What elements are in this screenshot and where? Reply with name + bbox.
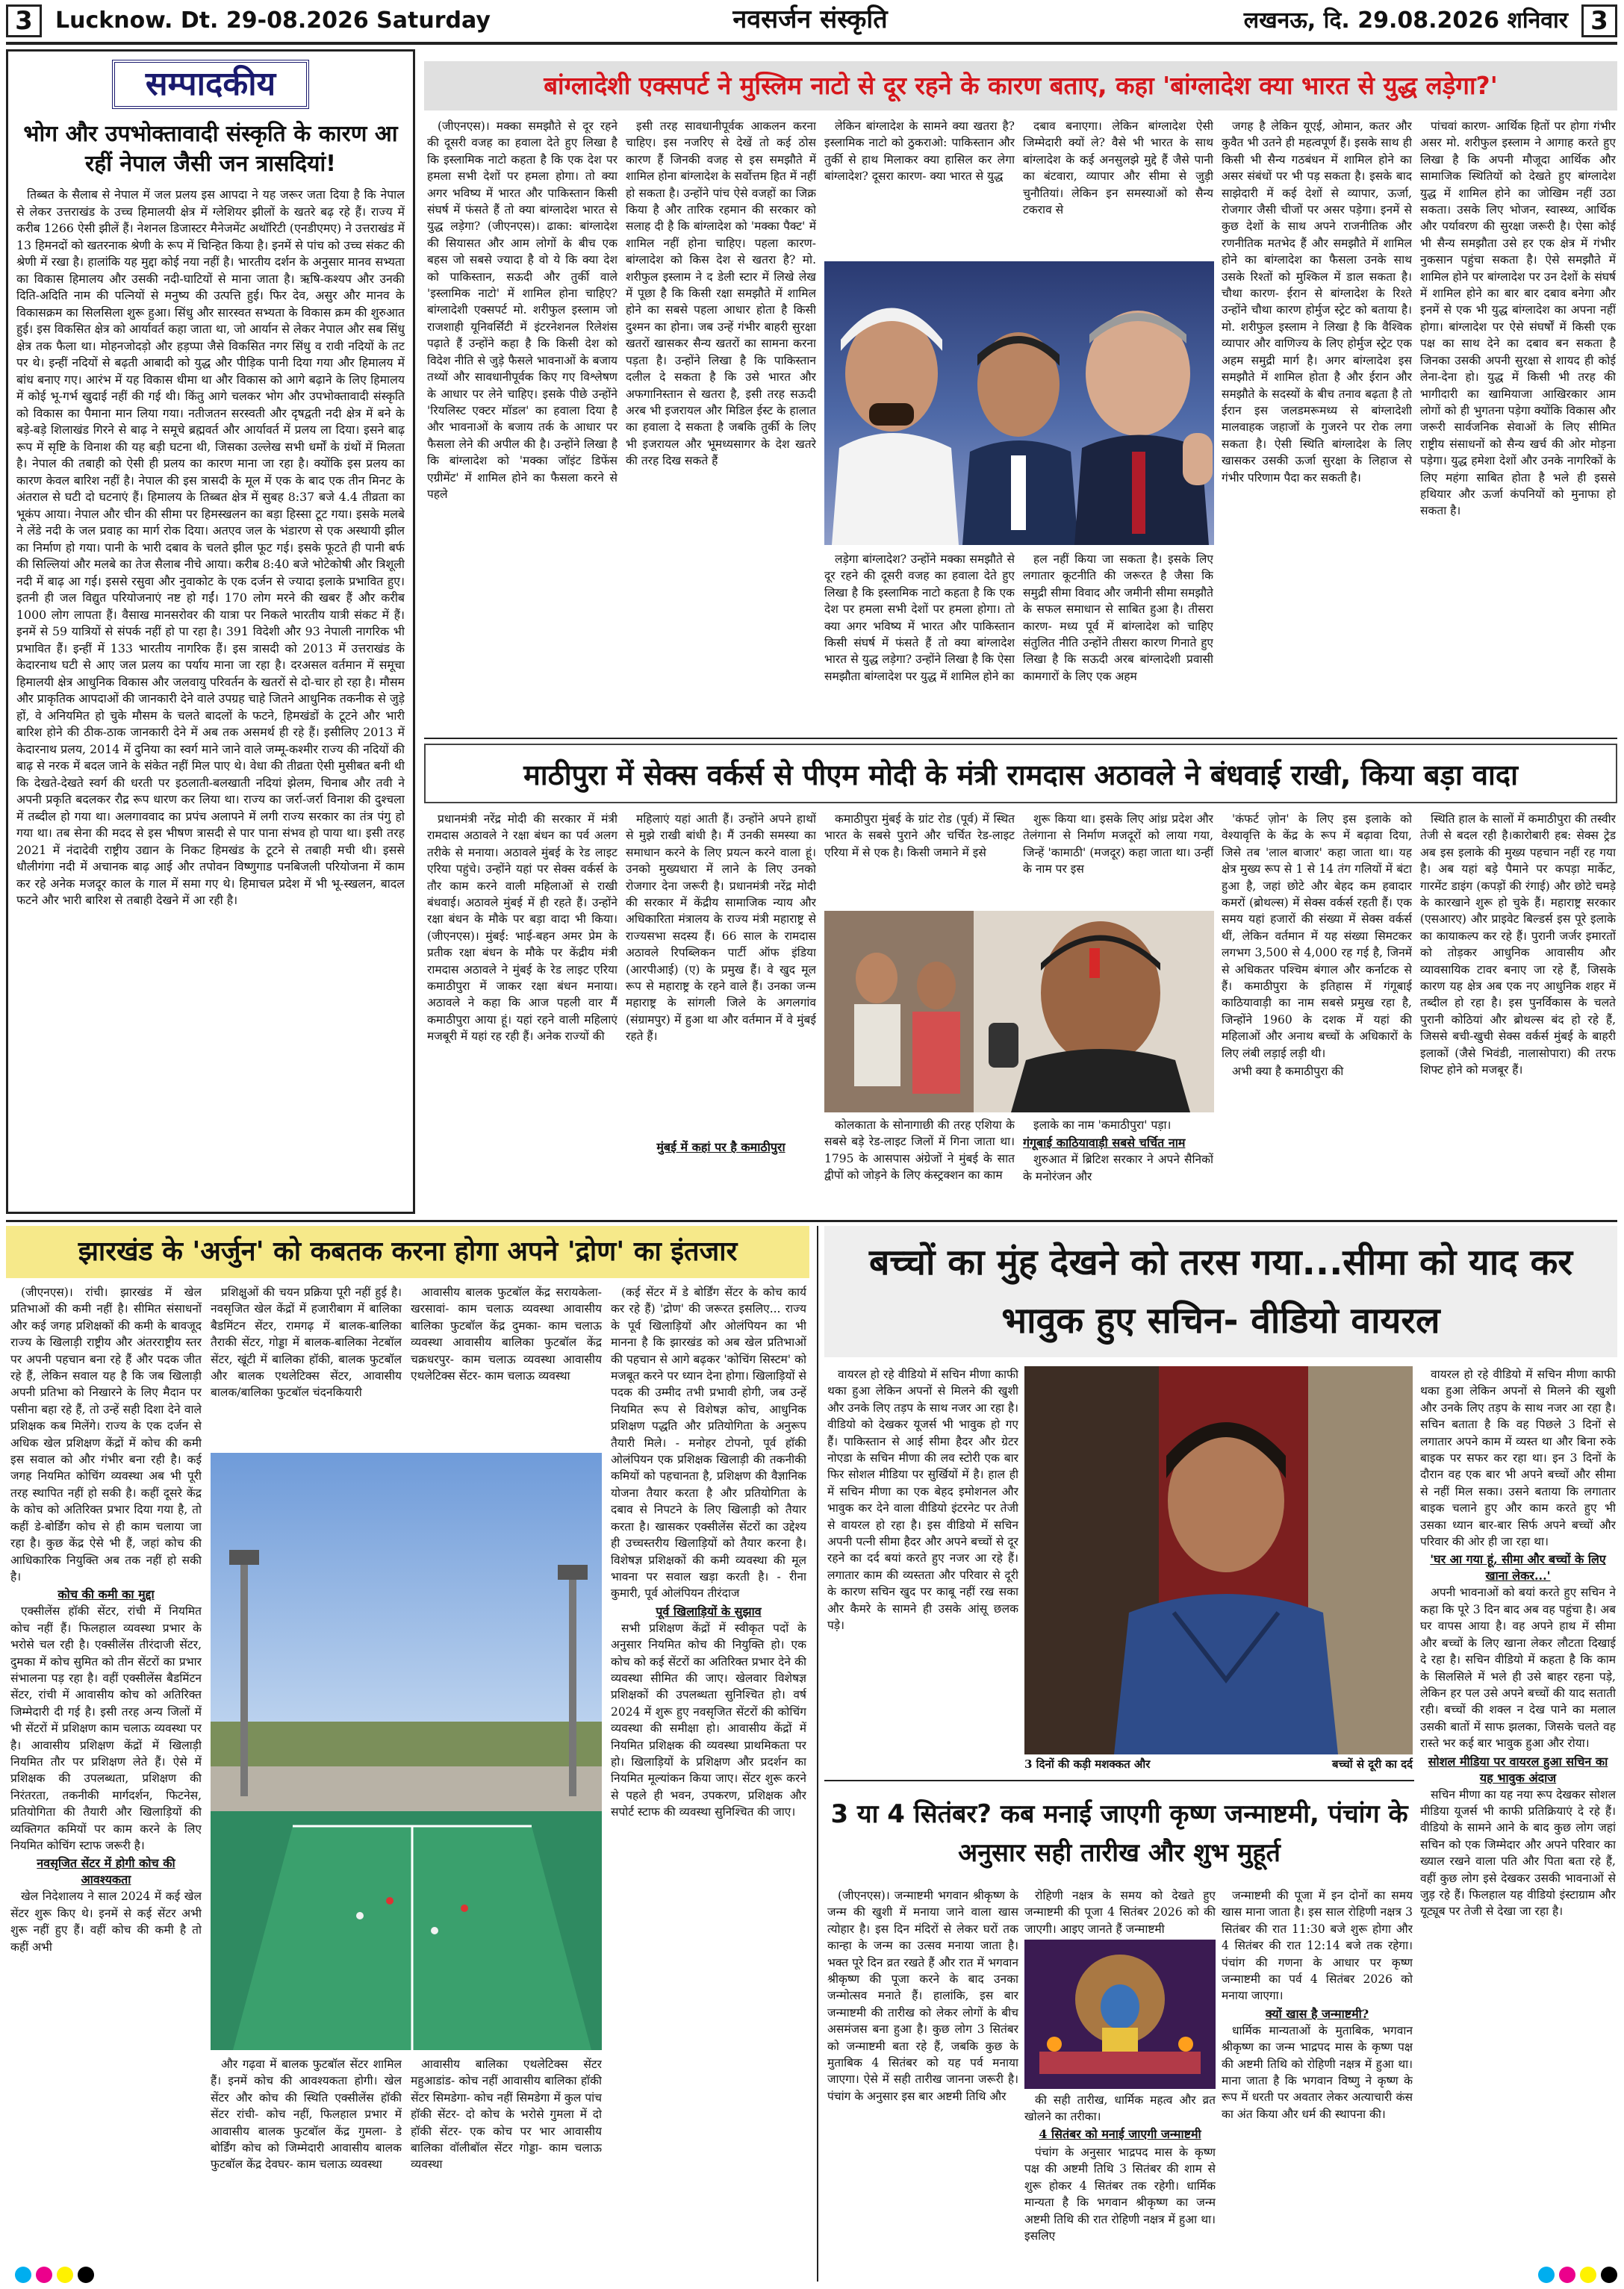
photo-illustration	[1024, 1366, 1413, 1754]
registration-dots-right	[1538, 2267, 1622, 2286]
athawale-under-photo-1: कोलकाता के सोनागाछी की तरह एशिया के सबसे बड़े रेड-लाइट जिलों में गिना जाता था। 1795 के आसपास अंग्रेजों ने मुंबई के सात द्वीपों को जोड़ने के लिए कंस्ट्रक्शन का काम	[824, 1118, 1015, 1183]
bangladesh-col-1: (जीएनएस)। मक्का समझौते से दूर रहने की दूसरी वजह का हवाला देते हुए लिखा है कि इस्लामिक नाटो कहता है कि एक देश पर हमला सभी देशों पर हमला होगा। तो क्या अगर भविष्य में भारत और पाकिस्तान किसी संघर्ष में फंसते हैं तो क्या बांग्लादेश भारत से युद्ध लड़ेगा? (जीएनएस)। ढाका: बांग्लादेश की सियासत और आम लोगों के बीच एक बहस जो सबसे ज्यादा है वो ये कि क्या देश को पाकिस्तान, सऊदी और तुर्की वाले 'इस्लामिक नाटो' में शामिल होना चाहिए? बांग्लादेशी एक्सपर्ट मो. शरीफुल इस्लाम जो राजशाही यूनिवर्सिटी में इंटरनेशनल रिलेशंस पढ़ाते हैं उन्होंने कहा है कि किसी देश को विदेश नीति से जुड़े फैसले भावनाओं के बजाय तथ्यों और सावधानीपूर्वक किए गए विश्लेषण के आधार पर लेने चाहिए। इसके पीछे उन्होंने 'रियलिस्ट एक्टर मॉडल' का हवाला दिया है और भावनाओं के बजाय तर्क के आधार पर फैसला लेने की अपील की है। उन्होंने लिखा है कि बांग्लादेश को 'मक्का जॉइंट डिफेंस एग्रीमेंट' में शामिल होने का फैसला करने से पहले	[427, 119, 617, 501]
bangladesh-lower-col-1: लड़ेगा बांग्लादेश? उन्होंने मक्का समझौते से दूर रहने की दूसरी वजह का हवाला देते हुए लिखा है कि इस्लामिक नाटो कहता है कि एक देश पर हमला सभी देशों पर हमला होगा। तो क्या अगर भविष्य में भारत और पाकिस्तान किसी संघर्ष में फंसते हैं तो क्या बांग्लादेश भारत से युद्ध लड़ेगा? उन्होंने लिखा है कि ऐसा समझौता बांग्लादेश पर युद्ध में शामिल होने का	[824, 552, 1015, 683]
janmashtami-subhead-why-special: क्यों खास है जन्माष्टमी?	[1265, 2006, 1369, 2021]
page-number-left: 3	[6, 4, 42, 37]
sachin-col-1: वायरल हो रहे वीडियो में सचिन मीणा काफी थका हुआ लेकिन अपनों से मिलने की खुशी और उनके लिए तड़प के साथ नजर आ रहा है। वीडियो को देखकर यूजर्स भी भावुक हो गए हैं। पाकिस्तान से आई सीमा हैदर और ग्रेटर नोएडा के सचिन मीणा की लव स्टोरी एक बार फिर सोशल मीडिया पर सुर्खियों में है। हाल ही में सचिन मीणा का एक बेहद इमोशनल और भावुक कर देने वाला वीडियो इंटरनेट पर तेजी से वायरल हो रहा है। इस वीडियो में सचिन अपनी पत्नी सीमा हैदर और अपने बच्चों से दूर रहने का दर्द बयां करते हुए नजर आ रहे हैं। लगातार काम की व्यस्तता और परिवार से दूरी के कारण सचिन खुद पर काबू नहीं रख सका और कैमरे के सामने ही उसके आंसू छलक पड़े।	[827, 1368, 1018, 1633]
sachin-headline: बच्चों का मुंह देखने को तरस गया...सीमा को याद कर भावुक हुए सचिन- वीडियो वायरल	[824, 1226, 1617, 1357]
sachin-caption-left: 3 दिनों की कड़ी मशक्कत और	[1024, 1757, 1151, 1771]
photo-illustration	[211, 1453, 602, 2050]
janmashtami-col-2-top: रोहिणी नक्षत्र के समय को देखते हुए जन्माष्टमी की पूजा 4 सितंबर 2026 को की जाएगी। आइए जानते हैं जन्माष्टमी	[1024, 1889, 1216, 1936]
janmashtami-subhead-sept4: 4 सितंबर को मनाई जाएगी जन्माष्टमी	[1039, 2127, 1201, 2141]
athawale-headline: माठीपुरा में सेक्स वर्कर्स से पीएम मोदी के मंत्री रामदास अठावले ने बंधवाई राखी, किया बड़ा वादा	[424, 744, 1617, 803]
jharkhand-col-1: (जीएनएस)। रांची। झारखंड में खेल प्रतिभाओं की कमी नहीं है। सीमित संसाधनों और कई जगह प्रशिक्षकों की कमी के बावजूद राज्य के खिलाड़ी राष्ट्रीय और अंतरराष्ट्रीय स्तर पर अपनी पहचान बना रहे हैं और पदक जीत रहे हैं, लेकिन सवाल यह है कि जब खिलाड़ी अपनी प्रतिभा को निखारने के लिए मैदान पर पसीना बहा रहे हैं, तो उन्हें सही दिशा देने वाले प्रशिक्षक कब मिलेंगे। राज्य के एक दर्जन से अधिक खेल प्रशिक्षण केंद्रों में कोच की कमी इस सवाल को और गंभीर बना रही है। कई जगह नियमित कोचिंग व्यवस्था अब भी पूरी तरह स्थापित नहीं हो सकी है। कहीं दूसरे केंद्र के कोच को अतिरिक्त प्रभार दिया गया है, तो कहीं डे-बोर्डिंग कोच से ही काम चलाया जा रहा है। कुछ केंद्र ऐसे भी हैं, जहां कोच की आधिकारिक नियुक्ति अब तक नहीं हो सकी है। कोच की कमी का मुद्दा एक्सीलेंस हॉकी सेंटर, रांची में नियमित कोच नहीं हैं। फिलहाल व्यवस्था प्रभार के भरोसे चल रही है। एक्सीलेंस तीरंदाजी सेंटर, दुमका में कोच सुमित को तीन सेंटरों का प्रभार संभालना पड़ रहा है। वहीं एक्सीलेंस बैडमिंटन सेंटर, रांची में आवासीय कोच को अतिरिक्त जिम्मेदारी दी गई है। इसी तरह अन्य जिलों में भी सेंटरों में प्रशिक्षण काम चलाऊ व्यवस्था पर है। आवासीय प्रशिक्षण केंद्रों में खिलाड़ी नियमित तौर पर प्रशिक्षण लेते हैं। ऐसे में प्रशिक्षक की उपलब्धता, प्रशिक्षण की निरंतरता, तकनीकी मार्गदर्शन, फिटनेस, प्रतियोगिता की तैयारी और खिलाड़ियों की व्यक्तिगत कमियों पर काम करने के लिए नियमित कोचिंग स्टाफ जरूरी है। नवसृजित सेंटर में होगी कोच की आवश्यकता खेल निदेशालय ने साल 2024 में कई खेल सेंटर शुरू किए थे। इनमें से कई सेंटर अभी शुरू नहीं हुए हैं। वहीं कोच की कमी है तो कहीं अभी	[10, 1286, 202, 1954]
janmashtami-col-2-caption: की सही तारीख, धार्मिक महत्व और व्रत खोलने का तरीका।	[1024, 2093, 1216, 2124]
sachin-subhead-home: 'घर आ गया हूं, सीमा और बच्चों के लिए खाना लेकर...'	[1430, 1552, 1606, 1583]
jharkhand-col-3-bottom: आवासीय बालिका एथलेटिक्स सेंटर महुआडांड- कोच नहीं आवासीय बालिका हॉकी सेंटर सिमडेगा- कोच नहीं सिमडेगा में कुल पांच हॉकी सेंटर- दो कोच के भरोसे गुमला में दो हॉकी सेंटर- एक कोच पर भार आवासीय बालिका वॉलीबॉल सेंटर गोड्डा- काम चलाऊ व्यवस्था	[411, 2058, 602, 2172]
athawale-under-photo-2: इलाके का नाम 'कमाठीपुरा' पड़ा। गंगूबाई काठियावाड़ी सबसे चर्चित नाम शुरुआत में ब्रिटिश सरकार ने अपने सैनिकों के मनोरंजन और	[1023, 1118, 1213, 1183]
jharkhand-subhead-new-centres: नवसृजित सेंटर में होगी कोच की आवश्यकता	[37, 1856, 175, 1887]
athawale-col-1: प्रधानमंत्री नरेंद्र मोदी की सरकार में मंत्री रामदास अठावले ने रक्षा बंधन का पर्व अलग तरीके से मनाया। अठावले मुंबई के रेड लाइट एरिया पहुंचे। उन्होंने यहां पर सेक्स वर्कर्स के तौर काम करने वाली महिलाओं से राखी बंधवाई। अठावले मुंबई में ही रहते हैं। उन्होंने रक्षा बंधन के मौके पर बड़ा वादा भी किया। (जीएनएस)। मुंबई: भाई-बहन अमर प्रेम के प्रतीक रक्षा बंधन के मौके पर केंद्रीय मंत्री रामदास अठावले ने मुंबई के रेड लाइट एरिया कमाठीपुरा में जाकर रक्षा बंधन मनाया। अठावले ने कहा कि आज पहली वार मैं कमाठीपुरा आया हूं। यहां रहने वाली महिलाएं मजबूरी में यहां रह रही हैं। अनेक राज्यों की	[427, 812, 617, 1044]
registration-dots-left	[15, 2267, 99, 2286]
editorial-label: सम्पादकीय	[112, 60, 309, 109]
bangladesh-lower-col-2: हल नहीं किया जा सकता है। इसके लिए लगातार कूटनीति की जरूरत है जैसा कि समुद्री सीमा विवाद और जमीनी सीमा समझौते के सफल समाधान से साबित हुआ है। तीसरा कारण- मध्य पूर्व में बांग्लादेश को चाहिए संतुलित नीति उन्होंने तीसरा कारण गिनाते हुए लिखा है कि सऊदी अरब बांग्लादेशी प्रवासी कामगारों के लिए एक अहम	[1023, 552, 1213, 683]
jharkhand-hockey-stadium-photo	[211, 1453, 602, 2050]
masthead-date-hindi: लखनऊ, दि. 29.08.2026 शनिवार	[1243, 7, 1568, 34]
athawale-col-4: शुरू किया था। इसके लिए आंध्र प्रदेश और तेलंगाना से निर्माण मजदूरों को लाया गया, जिन्हें 'कामाठी' (मजदूर) कहा जाता था। उन्हीं के नाम पर इस	[1023, 812, 1213, 876]
sachin-caption-right: बच्चों से दूरी का दर्द	[1332, 1757, 1413, 1771]
bangladesh-col-3-top: लेकिन बांग्लादेश के सामने क्या खतरा है? इस्लामिक नाटो को ठुकराओ: पाकिस्तान और तुर्की से हाथ मिलाकर क्या हासिल कर लेगा बांग्लादेश? दूसरा कारण- क्या भारत से युद्ध	[824, 119, 1015, 184]
bangladesh-col-4-top: दबाव बनाएगा। लेकिन बांग्लादेश ऐसी जिम्मेदारी क्यों ले? वैसे भी भारत के साथ बांग्लादेश के कई अनसुलझे मुद्दे हैं जैसे पानी का बंटवारा, व्यापार और सीमा से जुड़ी चुनौतियां। लेकिन इन समस्याओं को सैन्य टकराव से	[1023, 119, 1213, 217]
athawale-subhead-kamathipura: मुंबई में कहां पर है कमाठीपुरा	[656, 1140, 785, 1154]
bangladesh-headline: बांग्लादेशी एक्सपर्ट ने मुस्लिम नाटो से दूर रहने के कारण बताए, कहा 'बांग्लादेश क्या भारत से युद्ध लड़ेगा?'	[424, 61, 1617, 110]
athawale-col-6: स्थिति हाल के सालों में कमाठीपुरा की तस्वीर तेजी से बदल रही है।कारोबारी हब: सेक्स ट्रेड अब इस इलाके की मुख्य पहचान नहीं रह गया है। अब यहां बड़े पैमाने पर कपड़ा मार्केट, गारमेंट डाइंग (कपड़ों की रंगाई) और छोटे चमड़े के कारखाने शुरू हो चुके हैं। महाराष्ट्र सरकार (एसआरए) और प्राइवेट बिल्डर्स इस पूरे इलाके का कायाकल्प कर रहे हैं। पुरानी जर्जर इमारतों को तोड़कर आधुनिक आवासीय और व्यावसायिक टावर बनाए जा रहे हैं, जिसके कारण यह क्षेत्र अब एक नए आधुनिक शहर में तब्दील हो रहा है। इस पुनर्विकास के चलते पुरानी कोठियां और ब्रोथल्स बंद हो रहे हैं, जिससे बची-खुची सेक्स वर्कर्स मुंबई के बाहरी इलाकों (जैसे भिवंडी, नालासोपारा) की तरफ शिफ्ट होने को मजबूर हैं।	[1420, 812, 1616, 1077]
jharkhand-col-3-top: आवासीय बालक फुटबॉल केंद्र सरायकेला-खरसावां- काम चलाऊ व्यवस्था आवासीय बालिका फुटबॉल केंद्र दुमका- काम चलाऊ व्यवस्था आवासीय बालिका फुटबॉल केंद्र चक्रधरपुर- काम चलाऊ व्यवस्था आवासीय एथलेटिक्स सेंटर- काम चलाऊ व्यवस्था	[411, 1286, 602, 1383]
photo-illustration	[824, 261, 1214, 545]
page-number-right: 3	[1581, 4, 1617, 37]
janmashtami-col-2-bottom: पंचांग के अनुसार भाद्रपद मास के कृष्ण पक्ष की अष्टमी तिथि 3 सितंबर की शाम से शुरू होकर 4 सितंबर तक रहेगी। धार्मिक मान्यता है कि भगवान श्रीकृष्ण का जन्म अष्टमी तिथि की रात रोहिणी नक्षत्र में हुआ था। इसलिए	[1024, 2146, 1216, 2243]
janmashtami-col-3: जन्माष्टमी की पूजा में इन दोनों का समय खास माना जाता है। इस साल रोहिणी नक्षत्र 3 सितंबर की रात 11:30 बजे शुरू होगा और 4 सितंबर की रात 12:14 बजे तक रहेगा। पंचांग की गणना के आधार पर कृष्ण जन्माष्टमी का पर्व 4 सितंबर 2026 को मनाया जाएगा। क्यों खास है जन्माष्टमी? धार्मिक मान्यताओं के मुताबिक, भगवान श्रीकृष्ण का जन्म भाद्रपद मास के कृष्ण पक्ष की अष्टमी तिथि को रोहिणी नक्षत्र में हुआ था। माना जाता है कि भगवान विष्णु ने कृष्ण के रूप में धरती पर अवतार लेकर अत्याचारी कंस का अंत किया और धर्म की स्थापना की।	[1222, 1889, 1413, 2121]
sachin-video-still-photo	[1024, 1366, 1413, 1754]
jharkhand-subhead-suggestions: पूर्व खिलाड़ियों के सुझाव	[656, 1604, 762, 1619]
athawale-subhead-gangubai: गंगूबाई काठियावाड़ी सबसे चर्चित नाम	[1023, 1136, 1186, 1150]
athawale-col-5: 'कंफर्ट ज़ोन' के लिए इस इलाके को वेश्यावृत्ति के केंद्र के रूप में बढ़ावा दिया, जिसे तब 'लाल बाजार' कहा जाता था। यह क्षेत्र मुख्य रूप से 1 से 14 तंग गलियों में बंटा हुआ है, जहां छोटे और बेहद कम हवादार कमरों (ब्रोथल्स) में सेक्स वर्कर्स रहती हैं। एक समय यहां हजारों की संख्या में सेक्स वर्कर्स थीं, लेकिन वर्तमान में यह संख्या सिमटकर लगभग 3,500 से 4,000 रह गई है, जिनमें से अधिकतर पश्चिम बंगाल और कर्नाटक से हैं। कमाठीपुरा के इतिहास में गंगूबाई काठियावाड़ी का नाम सबसे प्रमुख रहा है, जिन्होंने 1960 के दशक में यहां की महिलाओं और अनाथ बच्चों के अधिकारों के लिए लंबी लड़ाई लड़ी थी। अभी क्या है कमाठीपुरा की	[1222, 812, 1412, 1079]
bangladesh-leaders-photo	[824, 261, 1214, 545]
janmashtami-headline: 3 या 4 सितंबर? कब मनाई जाएगी कृष्ण जन्माष्टमी, पंचांग के अनुसार सही तारीख और शुभ मुहूर्त	[830, 1799, 1408, 1868]
editorial-body: तिब्बत के सैलाब से नेपाल में जल प्रलय इस आपदा ने यह जरूर जता दिया है कि नेपाल से लेकर उत्तराखंड के उच्च हिमालयी क्षेत्र में ग्लेशियर झीलों के खतरे बढ़ रहे हैं। राज्य में करीब 1266 ऐसी झीलें हैं। नेशनल डिजास्टर मैनेजमेंट अथॉरिटी (एनडीएमए) ने उत्तराखंड में 13 हिमनदों को खतरनाक श्रेणी के रूप में चिन्हित किया है। इनमें से पांच को उच्च संकट की श्रेणी में रखा है। हालांकि यह मुद्दा कोई नया नहीं है। भारतीय दर्शन के अनुसार मानव सभ्यता का विकास हिमालय और उसकी नदी-घाटियों से माना जाता है। ऋषि-कश्यप और उनकी दिति-अदिति नाम की पत्नियों से मनुष्य की उत्पत्ति हुई। फिर देव, असुर और मानव के विकासक्रम का सिलसिला शुरू हुआ। सिंधु और सारस्वत सभ्यता के विकास क्रम की शुरुआत हुई। इस विकसित क्षेत्र को आर्यावर्त कहा जाता था, जो आर्यान से लेकर नेपाल और सब सिंधु क्षेत्र तक फैला था। मोहनजोदड़ो और हड़प्पा जैसे विकसित नगर सिंधु व रावी नदियों के तट पर थे। इन्हीं नदियों से बढ़ती आबादी को युद्ध और पीड़िक पानी दिया गया और हिमालय में बांध बनाए गए। आरंभ में यह विकास धीमा था और विकास को आगे बढ़ाने के लिए हिमालय में कोई भू-गर्भ खुदाई नहीं की गई थी। किंतु आगे चलकर भोग और उपभोक्तावादी संस्कृति को विकास का पैमाना मान लिया गया। नतीजतन सरस्वती और दृषद्वती नदी क्षेत्र में बने के बड़े-बड़े शिलाखंड गिरने से बाढ़ ने समूचे ब्रह्मवर्त और आर्यावर्त में प्रलय ला दिया। इसने बाढ़ रूप में सृष्टि के विनाश की यह बड़ी घटना थी, जिसका उल्लेख सभी धर्मों के ग्रंथों में मिलता है। नेपाल की तबाही को ऐसी ही प्रलय का कारण माना जा रहा है। क्योंकि इस प्रलय का कारण केवल बारिश नहीं है। नेपाल की इस त्रासदी के मूल में एक के बाद एक तीन मिनट के अंतराल से घटी दो घटनाएं हैं। हिमालय के तिब्बत क्षेत्र में सुबह 8:37 बजे 4.4 तीव्रता का भूकंप आया। नेपाल और चीन की सीमा पर हिमस्खलन का बड़ा हिस्सा टूट गया। इसके मलबे ने लेंडे नदी के जल प्रवाह का मार्ग रोक दिया। अतएव जल के भंडारण से एक अस्थायी झील का निर्माण हो गया। पानी के भारी दबाव के चलते झील फूट गई। इसके फूटते ही पानी बर्फ की सिल्लियां और मलबे का तेज सैलाब नीचे आया। करीब 8:40 बजे भोटेकोषी और त्रिशूली नदी में बाढ़ आ गई। इससे रसुवा और नुवाकोट के एक दर्जन से ज्यादा इलाके प्रभावित हुए। इतनी ही जल विद्युत परियोजनाएं नष्ट हो गईं। 170 लोग मरने की खबर हैं और करीब 1000 लोग लापता हैं। वैसाख मानसरोवर की यात्रा पर निकले भारतीय यात्री संकट में हैं। इनमें से 59 यात्रियों से संपर्क नहीं हो पा रहा है। 391 विदेशी और 93 नेपाली नागरिक भी प्रभावित हैं। इन्हीं में 133 भारतीय नागरिक हैं। इस त्रासदी को 2013 में उत्तराखंड के केदारनाथ घटी से आए जल प्रलय का पर्याय माना जा रहा है। दरअसल वर्तमान में समूचा हिमालयी क्षेत्र आधुनिक विकास और जलवायु परिवर्तन के खतरों से दो-चार हो रहा है। मौसम और प्राकृतिक आपदाओं की जानकारी देने वाले उपग्रह चाहे जितने आधुनिक तकनीक से जुड़े हों, वे अनियमित हो चुके मौसम के चलते बादलों के फटने, हिमखंडों के टूटने और भारी बारिश होने की ठीक-ठाक जानकारी देने में अब तक असमर्थ ही रहे हैं। इसीलिए 2013 में केदारनाथ प्रलय, 2014 में दुनिया का स्वर्ग माने जाने वाले जम्मू-कश्मीर राज्य की नदियों की बाढ़ से नरक में बदल जाने के संकेत नहीं मिल पाए थे। वेधा की तीव्रता ऐसी मुसीबत बनी थी कि देखते-देखते स्वर्ग की धरती पर इठलाती-बलखाती नदियां झेलम, चिनाब और तवी ने अपनी प्रकृति बदलकर रौद्र रूप धारण कर लिया था। राज्य का जर्रा-जर्रा विनाश की दुश्चला में तब्दील हो गया था। अलगाववाद का प्रपंच अलापने में लगी राज्य सरकार का तंत्र पंगु हो गया था। तब सेना की मदद से इस भीषण त्रासदी से पार पाना संभव हो पाया था। इसी तरह 2021 में नंदादेवी राष्ट्रीय उद्यान के निकट हिमखंड के टूटने से तबाही मची थी। इससे धौलीगंगा नदी में अचानक बाढ़ आई और तपोवन विष्णुगाड पनबिजली परियोजना में काम कर रहे अनेक मजदूर काल के गाल में समा गए थे। हिमाचल प्रदेश में भी भू-स्खलन, बादल फटने और भारी बारिश से तबाही देखने में आ रही है।	[16, 187, 405, 907]
janmashtami-krishna-photo	[1024, 1940, 1216, 2089]
sachin-subhead-social-media: सोशल मीडिया पर वायरल हुआ सचिन का यह भावुक अंदाज	[1428, 1754, 1608, 1785]
section-divider	[824, 1780, 1414, 1781]
athawale-col-3: कमाठीपुरा मुंबई के ग्रांट रोड (पूर्व) में स्थित भारत के सबसे पुराने और चर्चित रेड-लाइट एरिया में से एक है। किसी जमाने में इसे	[824, 812, 1015, 859]
section-divider	[424, 738, 1617, 739]
bangladesh-col-5: जगह है लेकिन यूएई, ओमान, कतर और कुवैत भी उतने ही महत्वपूर्ण हैं। इसके साथ ही किसी भी सैन्य गठबंधन में शामिल होने का असर संबंधों पर भी पड़ सकता है। इसके बाद साझेदारी में कई देशों से व्यापार, ऊर्जा, रोजगार जैसी चीजों पर असर पड़ेगा। इनमें से कुछ देशों के साथ अपने राजनीतिक और रणनीतिक मतभेद हैं और समझौते में शामिल होने का बांग्लादेश का फैसला उनके साथ उसके रिश्तों को मुश्किल में डाल सकता है। चौथा कारण- ईरान से बांग्लादेश के रिश्ते उन्होंने चौथा कारण होर्मुज स्ट्रेट को बताया है। मो. शरीफुल इस्लाम ने लिखा है कि वैश्विक व्यापार और वाणिज्य के लिए होर्मुज स्ट्रेट एक अहम समुद्री मार्ग है। अगर बांग्लादेश इस समझौते में शामिल होता है और ईरान और समझौते के सदस्यों के बीच तनाव बढ़ता है तो ईरान इस जलडमरूमध्य से बांग्लादेशी मालवाहक जहाजों के गुजरने पर रोक लगा सकता है। ऐसी स्थिति बांग्लादेश के लिए खासकर उसकी ऊर्जा सुरक्षा के लिहाज से गंभीर परिणाम पैदा कर सकती है।	[1222, 119, 1412, 485]
masthead-rule	[6, 42, 1617, 45]
bangladesh-col-2: इसी तरह सावधानीपूर्वक आकलन करना चाहिए। इस नजरिए से देखें तो कई ठोस कारण हैं जिनकी वजह से इस समझौते में शामिल होना बांग्लादेश के सर्वोत्तम हित में नहीं हो सकता है। उन्होंने पांच ऐसे वजहों का जिक्र किया है और तारिक रहमान की सरकार को सलाह दी है कि बांग्लादेश को 'मक्का पैक्ट' में शामिल नहीं होना चाहिए। पहला कारण- बांग्लादेश को किस देश से खतरा है? मो. शरीफुल इस्लाम ने द डेली स्टार में लिखे लेख में पूछा है कि किसी रक्षा समझौते में शामिल होने का सबसे पहला आधार होता है किसी दुश्मन का होना। जब उन्हें गंभीर बाहरी सुरक्षा खतरों खासकर सैन्य खतरों का सामना करना पड़ता है। उन्होंने लिखा है कि पाकिस्तान दलील दे सकता है कि उसे भारत और अफगानिस्तान से खतरा है, इसी तरह सऊदी अरब भी इजरायल और मिडिल ईस्ट के हालात का हवाला दे सकता है जबकि तुर्की के लिए भी इजरायल और भूमध्यसागर के देश खतरे की तरह दिख सकते हैं	[626, 119, 816, 468]
janmashtami-col-1: (जीएनएस)। जन्माष्टमी भगवान श्रीकृष्ण के जन्म की खुशी में मनाया जाने वाला खास त्योहार है। इस दिन मंदिरों से लेकर घरों तक कान्हा के जन्म का उत्सव मनाया जाता है। भक्त पूरे दिन व्रत रखते हैं और रात में भगवान श्रीकृष्ण की पूजा करने के बाद उनका जन्मोत्सव मनाते हैं। हालांकि, इस बार जन्माष्टमी की तारीख को लेकर लोगों के बीच असमंजस बना हुआ है। कुछ लोग 3 सितंबर को जन्माष्टमी बता रहे हैं, जबकि कुछ के मुताबिक 4 सितंबर को यह पर्व मनाया जाएगा। ऐसे में सही तारीख जानना जरूरी है। पंचांग के अनुसार इस बार अष्टमी तिथि और	[827, 1889, 1018, 2103]
column-divider	[817, 1226, 818, 2282]
jharkhand-col-4: (कई सेंटर में डे बोर्डिंग सेंटर के कोच कार्य कर रहे हैं) 'द्रोण' की जरूरत इसलिए... राज्य के पूर्व खिलाड़ियों और ओलंपियन का भी मानना है कि झारखंड को अब खेल प्रतिभाओं की पहचान से आगे बढ़कर 'कोचिंग सिस्टम' को मजबूत करने पर ध्यान देना होगा। खिलाड़ियों से पदक की उम्मीद तभी प्रभावी होगी, जब उन्हें नियमित रूप से विशेषज्ञ कोच, आधुनिक प्रशिक्षण पद्धति और प्रतियोगिता के अनुरूप तैयारी मिले। - मनोहर टोपनो, पूर्व हॉकी ओलंपियन एक प्रशिक्षक खिलाड़ी की तकनीकी कमियों को पहचानता है, प्रशिक्षण की वैज्ञानिक योजना तैयार करता है और प्रतियोगिता के दबाव से निपटने के लिए खिलाड़ी को तैयार करता है। खासकर एक्सीलेंस सेंटरों का उद्देश्य ही उच्चस्तरीय खिलाड़ियों को तैयार करना है। विशेषज्ञ प्रशिक्षकों की कमी व्यवस्था की मूल भावना पर सवाल खड़ा करती है। - रीना कुमारी, पूर्व ओलंपियन तीरंदाज पूर्व खिलाड़ियों के सुझाव सभी प्रशिक्षण केंद्रों में स्वीकृत पदों के अनुसार नियमित कोच की नियुक्ति हो। एक कोच को कई सेंटरों का अतिरिक्त प्रभार देने की व्यवस्था सीमित की जाए। खेलवार विशेषज्ञ प्रशिक्षकों की उपलब्धता सुनिश्चित हो। वर्ष 2024 में शुरू हुए नवसृजित सेंटरों की कोचिंग व्यवस्था की समीक्षा हो। आवासीय केंद्रों में नियमित प्रशिक्षक की व्यवस्था प्राथमिकता पर हो। खिलाड़ियों के प्रशिक्षण और प्रदर्शन का नियमित मूल्यांकन किया जाए। सेंटर शुरू करने से पहले ही भवन, उपकरण, प्रशिक्षक और सपोर्ट स्टाफ की व्यवस्था सुनिश्चित की जाए।	[611, 1286, 806, 1819]
photo-illustration	[824, 911, 1214, 1112]
sachin-col-3: वायरल हो रहे वीडियो में सचिन मीणा काफी थका हुआ लेकिन अपनों से मिलने की खुशी और उनके लिए तड़प के साथ नजर आ रहा है। सचिन बताता है कि वह पिछले 3 दिनों से लगातार अपने काम में व्यस्त था और बिना रुके बाइक पर सफर कर रहा था। इन 3 दिनों के दौरान वह एक बार भी अपने बच्चों और सीमा से नहीं मिल सका। उसने बताया कि लगातार बाइक चलाने हुए और काम करते हुए भी उसका ध्यान बार-बार सिर्फ अपने बच्चों और परिवार की ओर ही जा रहा था। 'घर आ गया हूं, सीमा और बच्चों के लिए खाना लेकर...' अपनी भावनाओं को बयां करते हुए सचिन ने कहा कि पूरे 3 दिन बाद अब वह पहुंचा है। अब घर वापस आया है। वह अपने हाथ में सीमा और बच्चों के लिए खाना लेकर लौटता दिखाई दे रहा है। सचिन वीडियो में कहता है कि काम के सिलसिले में भले ही उसे बाहर रहना पड़े, लेकिन हर पल उसे अपने बच्चों की याद सताती रही। बच्चों की शक्ल न देख पाने का मलाल उसकी बातों में साफ झलका, जिसके चलते वह रास्ते भर कई बार भावुक हुआ और रोया। सोशल मीडिया पर वायरल हुआ सचिन का यह भावुक अंदाज सचिन मीणा का यह नया रूप देखकर सोशल मीडिया यूजर्स भी काफी प्रतिक्रियाएं दे रहे हैं। वीडियो के सामने आने के बाद कुछ लोग जहां सचिन को एक जिम्मेदार और अपने परिवार का ख्याल रखने वाला पति और पिता बता रहे हैं, वहीं कुछ लोग इसे देखकर उसकी भावनाओं से जुड़ रहे हैं। फिलहाल यह वीडियो इंस्टाग्राम और यूट्यूब पर तेजी से देखा जा रहा है।	[1420, 1368, 1616, 1919]
masthead-paper-name: नवसर्जन संस्कृति	[732, 4, 888, 34]
section-divider	[6, 1220, 1617, 1222]
editorial-title: भोग और उपभोक्तावादी संस्कृति के कारण आ रहीं नेपाल जैसी जन त्रासदियां!	[23, 121, 398, 177]
jharkhand-subhead-coach-shortage: कोच की कमी का मुद्दा	[57, 1587, 155, 1602]
photo-illustration	[1024, 1940, 1216, 2089]
jharkhand-headline: झारखंड के 'अर्जुन' को कबतक करना होगा अपने 'द्रोण' का इंतजार	[6, 1226, 809, 1278]
jharkhand-col-2-top: प्रशिक्षुओं की चयन प्रक्रिया पूरी नहीं हुई है। नवसृजित खेल केंद्रों में हजारीबाग में बालिका बैडमिंटन सेंटर, रामगढ़ में बालक-बालिका तैराकी सेंटर, गोड्डा में बालक-बालिका नेटबॉल सेंटर, खूंटी में बालिका हॉकी, बालक फुटबॉल और बालक एथलेटिक्स सेंटर, आवासीय बालक/बालिका फुटबॉल चंदनकियारी	[211, 1286, 402, 1400]
athawale-rakhi-photo	[824, 911, 1214, 1112]
athawale-col-2: महिलाएं यहां आती हैं। उन्होंने अपने हाथों से मुझे राखी बांधी है। मैं उनकी समस्या का समाधान करने के लिए प्रयत्न करने वाला हूं। उनको मुख्यधारा में लाने के लिए उनको रोजगार देना जरूरी है। प्रधानमंत्री नरेंद्र मोदी की सरकार में केंद्रीय सामाजिक न्याय और अधिकारिता मंत्रालय के राज्य मंत्री महाराष्ट्र से राज्यसभा सदस्य हैं। 66 साल के रामदास अठावले रिपब्लिकन पार्टी ऑफ इंडिया (आरपीआई) (ए) के प्रमुख हैं। वे खुद मूल रूप से महाराष्ट्र के रहने वाले हैं। उनका जन्म महाराष्ट्र के सांगली जिले के अगलगांव (संग्रामपुर) में हुआ था और वर्तमान में वे मुंबई रहते हैं।	[626, 812, 816, 1044]
masthead-date-english: Lucknow. Dt. 29-08.2026 Saturday	[55, 7, 491, 34]
jharkhand-col-2-bottom: और गढ़वा में बालक फुटबॉल सेंटर शामिल हैं। इनमें कोच की आवश्यकता होगी। खेल सेंटर और कोच की स्थिति एक्सीलेंस हॉकी सेंटर रांची- कोच नहीं, फिलहाल प्रभार में आवासीय बालक फुटबॉल केंद्र गुमला- डे बोर्डिंग कोच को जिम्मेदारी आवासीय बालक फुटबॉल केंद्र देवघर- काम चलाऊ व्यवस्था	[211, 2058, 402, 2172]
bangladesh-col-6: पांचवां कारण- आर्थिक हितों पर होगा गंभीर असर मो. शरीफुल इस्लाम ने आगाह करते हुए लिखा है कि अपनी मौजूदा आर्थिक और सामाजिक स्थितियों को देखते हुए बांग्लादेश युद्ध में शामिल होने का जोखिम नहीं उठा सकता। उसके लिए भोजन, स्वास्थ्य, आर्थिक और पर्यावरण की सुरक्षा जरूरी है। ऐसा कोई भी सैन्य समझौता उसे हर एक क्षेत्र में गंभीर नुकसान पहुंचा सकता है। ऐसे समझौते में शामिल होने पर बांग्लादेश पर उन देशों के संघर्ष में शामिल होने का बार बार दबाव बनेगा और इनमें से एक भी युद्ध बांग्लादेश का अपना नहीं होगा। बांग्लादेश पर ऐसे संघर्षों में किसी एक पक्ष का साथ देने का दबाव बन सकता है जिनका उसकी अपनी सुरक्षा से शायद ही कोई लेना-देना हो। युद्ध में किसी भी तरह की भागीदारी का खामियाजा आखिरकार आम लोगों को ही भुगतना पड़ेगा क्योंकि विकास और जरूरी सार्वजनिक सेवाओं के लिए सीमित राष्ट्रीय संसाधनों को सैन्य खर्च की ओर मोड़ना पड़ेगा। युद्ध हमेशा देशों और उनके नागरिकों के लिए महंगा साबित होता है भले ही इससे हथियार और ऊर्जा कंपनियों को मुनाफा हो सकता है।	[1420, 119, 1616, 518]
